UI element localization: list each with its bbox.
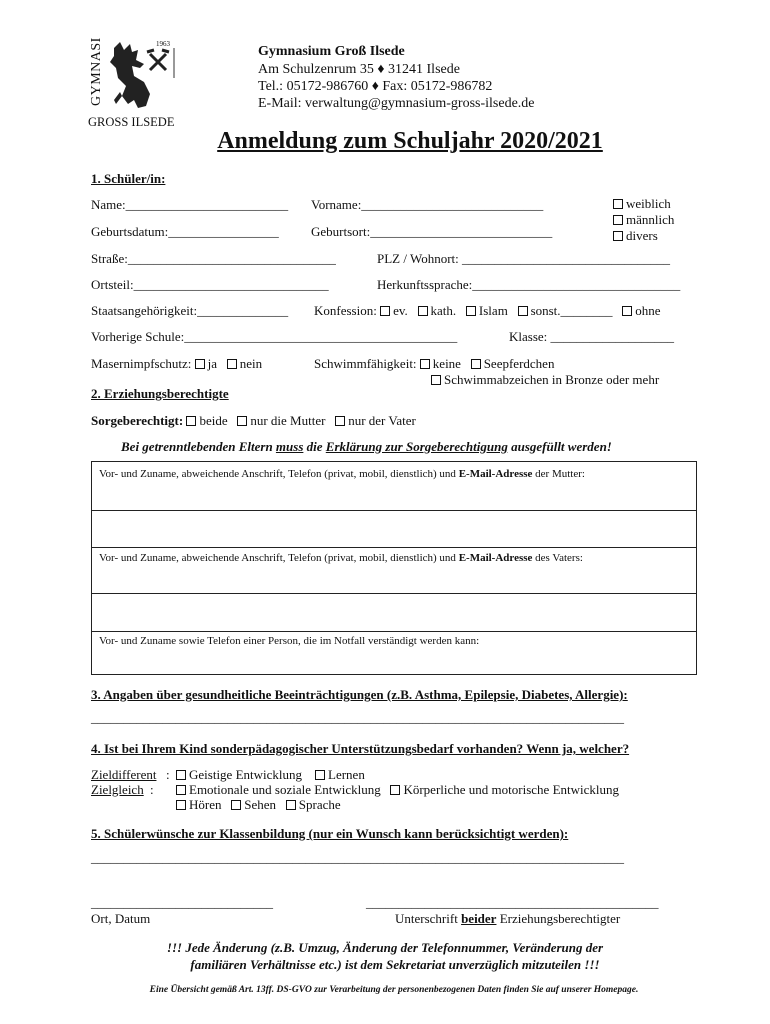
gender-divers[interactable]: divers (613, 228, 658, 244)
checkbox-icon[interactable] (176, 785, 186, 795)
notfall-label: Vor- und Zuname sowie Telefon einer Person, die im Notfall verständigt werden kann: (99, 635, 480, 647)
notice-line2: familiären Verhältnisse etc.) ist dem Sekretariat unverzüglich mitzuteilen !!! (190, 957, 600, 972)
school-address: Am Schulzenrum 35 ♦ 31241 Ilsede (258, 62, 460, 77)
checkbox-icon[interactable] (380, 306, 390, 316)
herkunftssprache-field[interactable]: Herkunftssprache:________________________________ (377, 277, 681, 292)
checkbox-icon[interactable] (286, 800, 296, 810)
name-field[interactable]: Name:_________________________ (91, 197, 289, 212)
geburtsdatum-field[interactable]: Geburtsdatum:_________________ (91, 224, 279, 239)
school-name: Gymnasium Groß Ilsede (258, 44, 405, 59)
checkbox-icon[interactable] (176, 800, 186, 810)
row1-options: Geistige Entwicklung Lernen (176, 767, 365, 783)
schwimm-bronze[interactable]: Schwimmabzeichen in Bronze oder mehr (431, 372, 659, 388)
divider (92, 510, 696, 511)
schwimm-group: Schwimmfähigkeit: keine Seepferdchen (314, 356, 555, 371)
school-logo (86, 38, 188, 130)
checkbox-icon[interactable] (471, 359, 481, 369)
row2-options: Emotionale und soziale Entwicklung Körperliche und motorische Entwicklung (176, 782, 619, 798)
konfession-group: Konfession: ev. kath. Islam sonst.________ ohne (314, 303, 661, 318)
school-crest-icon (86, 38, 188, 130)
checkbox-icon[interactable] (420, 359, 430, 369)
notice-line1: !!! Jede Änderung (z.B. Umzug, Änderung der Telefonnummer, Veränderung der (166, 940, 604, 955)
checkbox-icon[interactable] (237, 416, 247, 426)
school-email: E-Mail: verwaltung@gymnasium-gross-ilsede.de (258, 96, 535, 111)
zielgleich-label: Zielgleich (91, 782, 144, 797)
checkbox-icon[interactable] (418, 306, 428, 316)
ort-datum-line[interactable]: ____________________________ (91, 895, 273, 910)
colon: : (150, 782, 154, 797)
geburtsort-field[interactable]: Geburtsort:____________________________ (311, 224, 553, 239)
vorname-field[interactable]: Vorname:____________________________ (311, 197, 544, 212)
row3-options: Hören Sehen Sprache (176, 797, 341, 813)
ort-datum-label: Ort, Datum (91, 911, 151, 926)
klasse-field[interactable]: Klasse: ___________________ (509, 329, 675, 344)
section2-heading: 2. Erziehungsberechtigte (91, 386, 229, 401)
sorgerecht-note: Bei getrenntlebenden Eltern muss die Erklärung zur Sorgeberechtigung ausgefüllt werden! (121, 439, 612, 454)
section1-heading: 1. Schüler/in: (91, 171, 166, 186)
svg-text:1963: 1963 (156, 40, 170, 48)
school-phone-fax: Tel.: 05172-986760 ♦ Fax: 05172-986782 (258, 79, 493, 94)
svg-text:GROSS ILSEDE: GROSS ILSEDE (88, 115, 175, 129)
sorge-group: Sorgeberechtigt: beide nur die Mutter nur der Vater (91, 413, 416, 428)
checkbox-icon[interactable] (613, 231, 623, 241)
checkbox-icon[interactable] (613, 215, 623, 225)
vorherige-schule-field[interactable]: Vorherige Schule:__________________________________________ (91, 329, 458, 344)
checkbox-icon[interactable] (613, 199, 623, 209)
colon: : (166, 767, 170, 782)
checkbox-icon[interactable] (227, 359, 237, 369)
masern-group: Masernimpfschutz: ja nein (91, 356, 263, 371)
checkbox-icon[interactable] (186, 416, 196, 426)
staatsangehoerigkeit-field[interactable]: Staatsangehörigkeit:______________ (91, 303, 289, 318)
contact-box (91, 461, 697, 675)
checkbox-icon[interactable] (176, 770, 186, 780)
section3-heading: 3. Angaben über gesundheitliche Beeinträchtigungen (z.B. Asthma, Epilepsie, Diabetes, Allergie): (91, 687, 628, 702)
section3-line[interactable]: __________________________________________________________________________________ (91, 710, 624, 725)
checkbox-icon[interactable] (431, 375, 441, 385)
ortsteil-field[interactable]: Ortsteil:______________________________ (91, 277, 329, 292)
section4-heading: 4. Ist bei Ihrem Kind sonderpädagogischer Unterstützungsbedarf vorhanden? Wenn ja, welcher? (91, 741, 630, 756)
unterschrift-label: Unterschrift beider Erziehungsberechtigter (395, 911, 621, 926)
checkbox-icon[interactable] (518, 306, 528, 316)
checkbox-icon[interactable] (622, 306, 632, 316)
checkbox-icon[interactable] (231, 800, 241, 810)
section5-heading: 5. Schülerwünsche zur Klassenbildung (nur ein Wunsch kann berücksichtigt werden): (91, 826, 569, 841)
vater-label: Vor- und Zuname, abweichende Anschrift, Telefon (privat, mobil, dienstlich) und E-Mail-Adresse des Vaters: (99, 552, 583, 564)
checkbox-icon[interactable] (195, 359, 205, 369)
zieldifferent-label: Zieldifferent (91, 767, 157, 782)
checkbox-icon[interactable] (315, 770, 325, 780)
mutter-label: Vor- und Zuname, abweichende Anschrift, Telefon (privat, mobil, dienstlich) und E-Mail-Adresse der Mutter: (99, 468, 585, 480)
checkbox-icon[interactable] (466, 306, 476, 316)
divider (92, 547, 696, 548)
plz-field[interactable]: PLZ / Wohnort: ________________________________ (377, 251, 671, 266)
strasse-field[interactable]: Straße:________________________________ (91, 251, 336, 266)
divider (92, 593, 696, 594)
section5-line[interactable]: __________________________________________________________________________________ (91, 850, 624, 865)
divider (92, 631, 696, 632)
dsgvo-notice: Eine Übersicht gemäß Art. 13ff. DS-GVO zur Verarbeitung der personenbezogenen Daten finden Sie auf unserer Homepage. (149, 985, 639, 995)
page-title: Anmeldung zum Schuljahr 2020/2021 (217, 128, 603, 154)
unterschrift-line[interactable]: _____________________________________________ (366, 895, 659, 910)
checkbox-icon[interactable] (390, 785, 400, 795)
gender-weiblich[interactable]: weiblich (613, 196, 671, 212)
checkbox-icon[interactable] (335, 416, 345, 426)
gender-maennlich[interactable]: männlich (613, 212, 674, 228)
svg-text:GYMNASIUM: GYMNASIUM (89, 38, 104, 106)
